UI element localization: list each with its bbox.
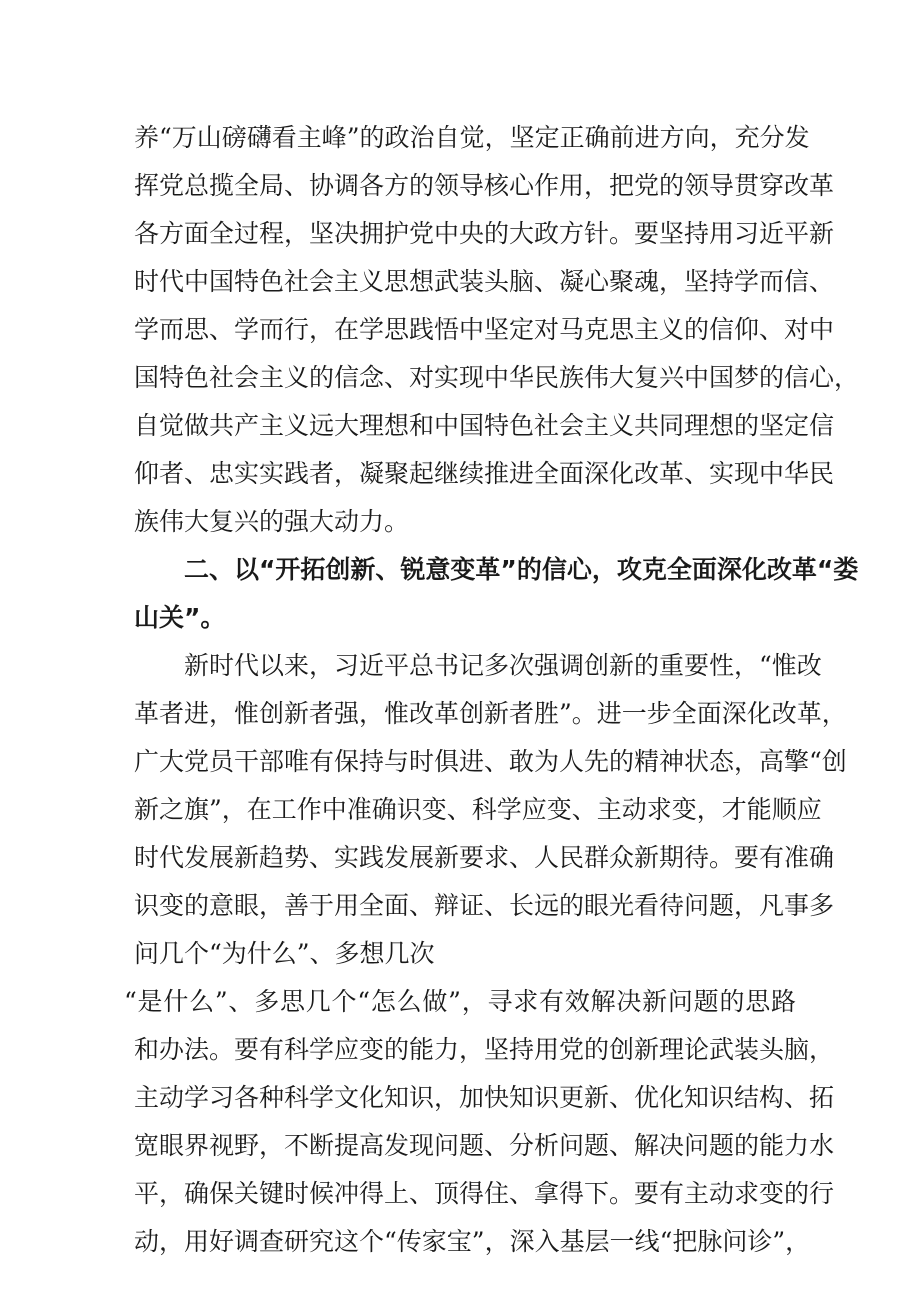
text-line: 问几个“为什么”、多想几次: [134, 939, 435, 968]
text-line: 仰者、忠实实践者，凝聚起继续推进全面深化改革、实现中华民: [134, 459, 835, 488]
text-line: 时代中国特色社会主义思想武装头脑、凝心聚魂，坚持学而信、: [134, 267, 835, 296]
heading-line: 山关”。: [134, 603, 226, 632]
text-line: 自觉做共产主义远大理想和中国特色社会主义共同理想的坚定信: [134, 411, 835, 440]
text-line: 国特色社会主义的信念、对实现中华民族伟大复兴中国梦的信心，: [134, 363, 860, 392]
text-line: “是什么”、多思几个“怎么做”，寻求有效解决新问题的思路: [124, 987, 796, 1016]
text-line: 和办法。要有科学应变的能力，坚持用党的创新理论武装头脑，: [134, 1035, 835, 1064]
text-line: 平，确保关键时候冲得上、顶得住、拿得下。要有主动求变的行: [134, 1179, 835, 1208]
text-line: 各方面全过程，坚决拥护党中央的大政方针。要坚持用习近平新: [134, 219, 835, 248]
text-line: 宽眼界视野，不断提高发现问题、分析问题、解决问题的能力水: [134, 1131, 835, 1160]
text-line: 养“万山磅礴看主峰”的政治自觉，坚定正确前进方向，充分发: [134, 123, 810, 152]
text-line: 学而思、学而行，在学思践悟中坚定对马克思主义的信仰、对中: [134, 315, 835, 344]
text-line: 挥党总揽全局、协调各方的领导核心作用，把党的领导贯穿改革: [134, 171, 835, 200]
heading-line: 二、以“开拓创新、锐意变革”的信心，攻克全面深化改革“娄: [184, 555, 859, 584]
text-line: 识变的意眼，善于用全面、辩证、长远的眼光看待问题，凡事多: [134, 891, 835, 920]
text-line: 主动学习各种科学文化知识，加快知识更新、优化知识结构、拓: [134, 1083, 835, 1112]
text-line: 动，用好调查研究这个“传家宝”，深入基层一线“把脉问诊”，: [134, 1227, 811, 1256]
text-line: 时代发展新趋势、实践发展新要求、人民群众新期待。要有准确: [134, 843, 835, 872]
text-line: 新之旗”，在工作中准确识变、科学应变、主动求变，才能顺应: [134, 795, 822, 824]
text-line: 广大党员干部唯有保持与时俱进、敢为人先的精神状态，高擎“创: [134, 747, 847, 776]
text-line: 族伟大复兴的强大动力。: [134, 507, 410, 536]
text-line: 新时代以来，习近平总书记多次强调创新的重要性，“惟改: [184, 651, 822, 680]
text-line: 革者进，惟创新者强，惟改革创新者胜”。进一步全面深化改革，: [134, 699, 847, 728]
